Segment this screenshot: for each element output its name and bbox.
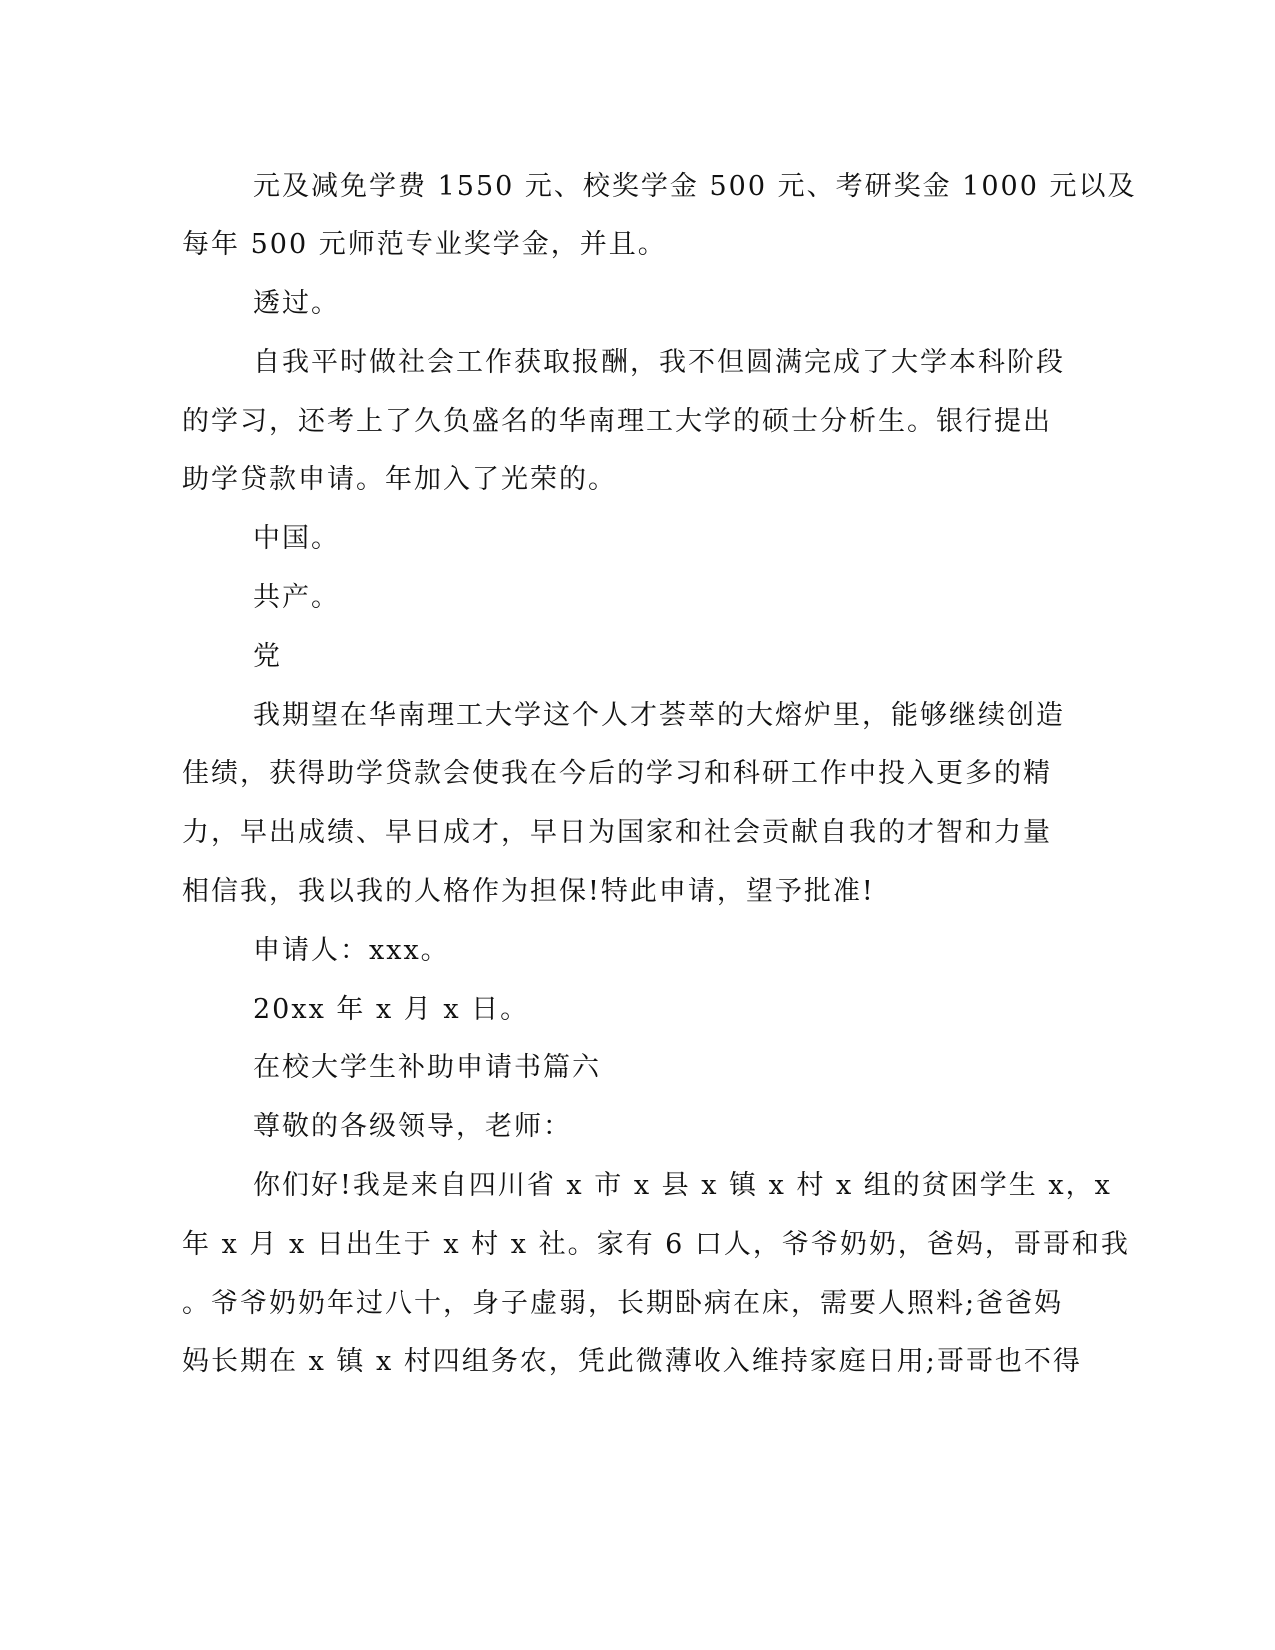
text-line-13: 相信我，我以我的人格作为担保!特此申请，望予批准!	[182, 876, 875, 907]
text-line-2: 每年 500 元师范专业奖学金，并且。	[182, 229, 667, 260]
text-line-3: 透过。	[253, 288, 340, 319]
text-line-5: 的学习，还考上了久负盛名的华南理工大学的硕士分析生。银行提出	[182, 406, 1052, 437]
text-line-20: 。爷爷奶奶年过八十，身子虚弱，长期卧病在床，需要人照料;爸爸妈	[182, 1288, 1064, 1319]
text-line-14: 申请人：xxx。	[253, 935, 450, 966]
text-line-11: 佳绩，获得助学贷款会使我在今后的学习和科研工作中投入更多的精	[182, 758, 1052, 789]
text-line-18: 你们好!我是来自四川省 x 市 x 县 x 镇 x 村 x 组的贫困学生 x，x	[253, 1170, 1112, 1201]
section-heading: 在校大学生补助申请书篇六	[253, 1052, 601, 1083]
text-line-4: 自我平时做社会工作获取报酬，我不但圆满完成了大学本科阶段	[253, 347, 1065, 378]
text-line-1: 元及减免学费 1550 元、校奖学金 500 元、考研奖金 1000 元以及	[253, 171, 1137, 202]
text-line-19: 年 x 月 x 日出生于 x 村 x 社。家有 6 口人，爷爷奶奶，爸妈，哥哥和我	[182, 1229, 1130, 1260]
text-line-21: 妈长期在 x 镇 x 村四组务农，凭此微薄收入维持家庭日用;哥哥也不得	[182, 1346, 1082, 1377]
text-line-6: 助学贷款申请。年加入了光荣的。	[182, 464, 617, 495]
text-line-15: 20xx 年 x 月 x 日。	[253, 994, 530, 1025]
text-line-9: 党	[253, 641, 282, 672]
text-line-7: 中国。	[253, 523, 340, 554]
text-line-8: 共产。	[253, 582, 340, 613]
salutation: 尊敬的各级领导，老师：	[253, 1111, 572, 1142]
text-line-10: 我期望在华南理工大学这个人才荟萃的大熔炉里，能够继续创造	[253, 700, 1065, 731]
text-line-12: 力，早出成绩、早日成才，早日为国家和社会贡献自我的才智和力量	[182, 817, 1052, 848]
